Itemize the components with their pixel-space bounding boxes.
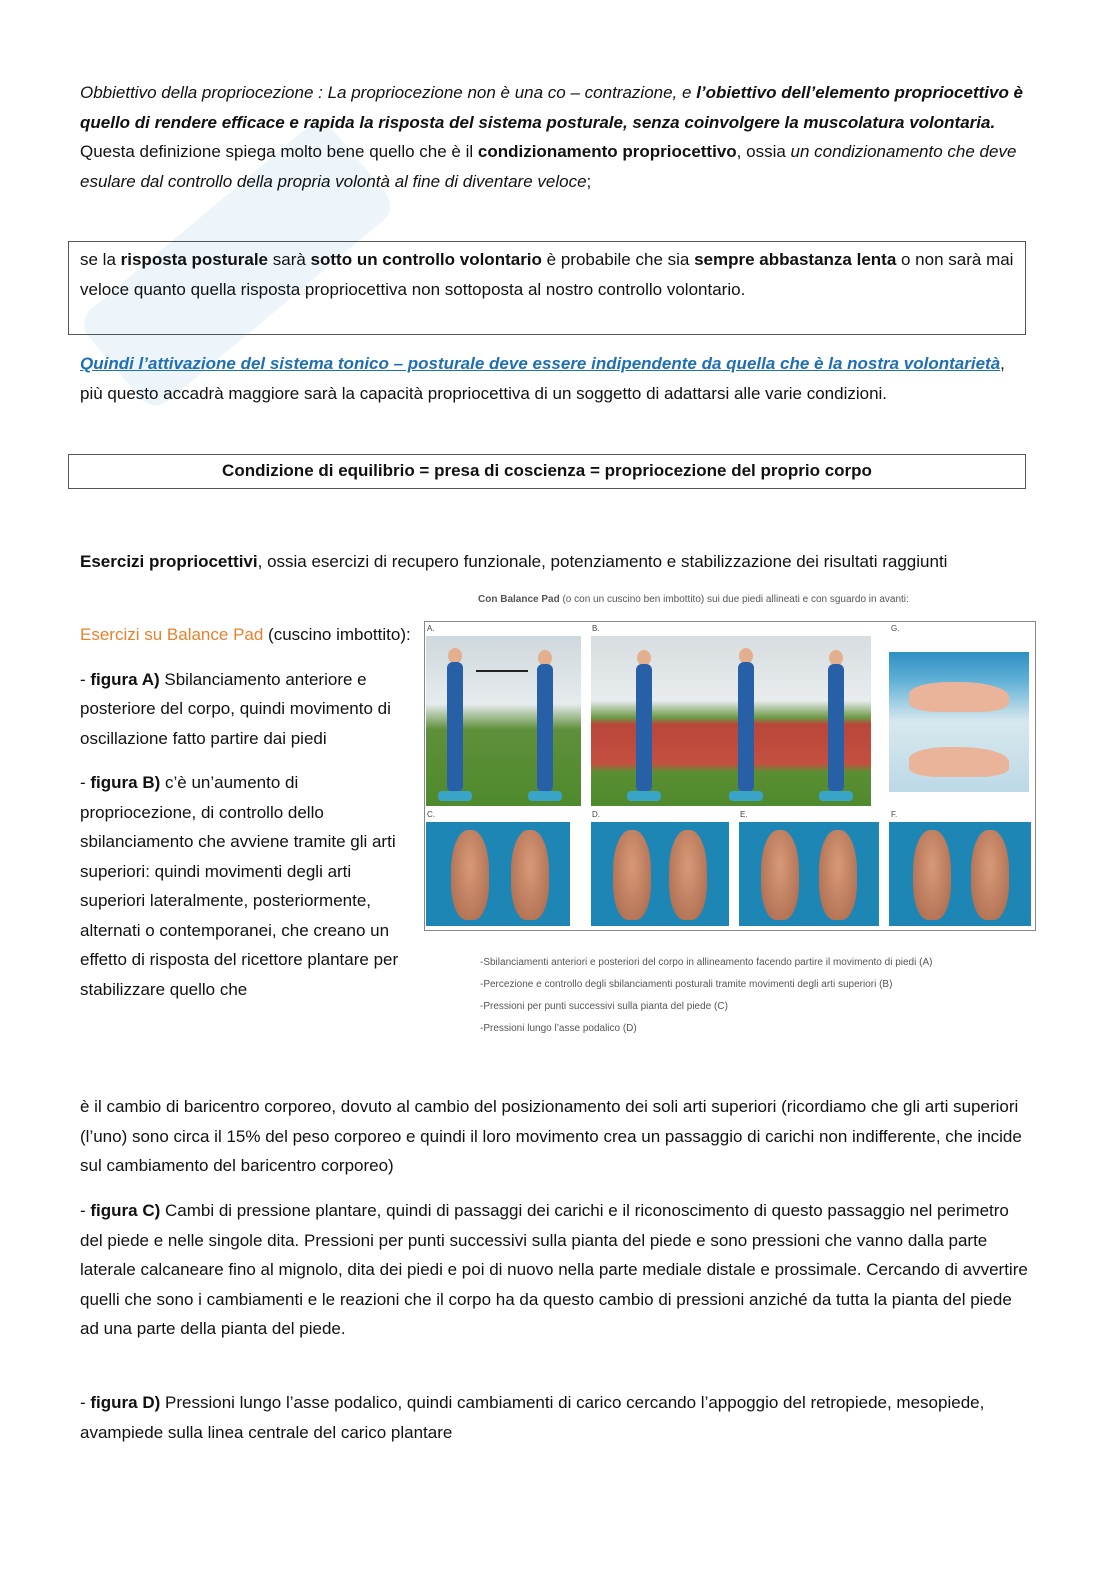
panel-c-image [426,822,570,926]
text: Questa definizione spiega molto bene quello che è il [80,142,478,161]
dash: - [80,1393,91,1412]
panel-g-image [889,652,1029,792]
text: , più questo accadrà maggiore sarà la capacità propriocettiva di un soggetto di adattarsi alle varie condizioni. [80,354,1005,403]
figure-c-paragraph [80,1196,1030,1344]
bold-term: condizionamento propriocettivo [477,142,737,161]
figure-d-text: Pressioni lungo l’asse podalico, quindi cambiamenti di carico cercando l’appoggio del retropiede, mesopiede, avampiede sulla linea centrale del carico plantare [80,1393,985,1442]
figure-d-label: figura D) [90,1393,161,1412]
exercise-figure [424,621,1036,931]
figure-b-continuation [80,1092,1030,1181]
figure-b-label: figura B) [90,773,161,792]
panel-label: B. [592,624,600,633]
bold-definition: l’obiettivo dell’elemento propriocettivo è quello di rendere efficace e rapida la risposta del sistema posturale, senza coinvolgere la muscolatura volontaria. [80,83,1024,132]
panel-f-image [889,822,1031,926]
activation-paragraph [80,349,1030,408]
figure-captions [480,956,1010,1044]
panel-e-image [739,822,879,926]
italic-term: Obbiettivo della propriocezione [80,83,314,102]
caption: -Sbilanciamenti anteriori e posteriori del corpo in allineamento facendo partire il movimento di piedi (A) [480,957,933,968]
text: o non sarà mai veloce quanto quella risposta propriocettiva non sottoposta al nostro controllo volontario. [80,250,1014,299]
panel-label: C. [427,810,435,819]
exercises-paragraph [80,547,1030,577]
figure-c-label: figura C) [90,1201,161,1220]
italic-text: : La propriocezione non è una co – contrazione, e [313,83,697,102]
text: se la [80,250,121,269]
figure-b-text: c’è un’aumento di propriocezione, di controllo dello sbilanciamento che avviene tramite gli arti superiori: quindi movimenti degli arti superiori lateralmente, posteriormente, alternati o contemporanei, che creano un effetto di risposta del ricettore plantare per stabilizzare quello che [80,773,399,999]
panel-label: F. [891,810,898,819]
dash: - [80,1201,91,1220]
bold-term: sotto un controllo volontario [310,250,542,269]
figure-title [478,593,909,607]
left-column [80,620,415,1004]
panel-label: E. [740,810,748,819]
boxed-note [68,241,1026,335]
panel-d-image [591,822,729,926]
bold-term: sempre abbastanza lenta [694,250,897,269]
equilibrium-box: Condizione di equilibrio = presa di coscienza = propriocezione del proprio corpo [68,454,1026,489]
panel-label: A. [427,624,435,633]
bold-term: risposta posturale [120,250,269,269]
panel-a-image [426,636,581,806]
figure-title-bold: Con Balance Pad [478,594,560,605]
dash: - [80,773,91,792]
text: , ossia [736,142,791,161]
italic-text: un condizionamento che deve esulare dal controllo della propria volontà al fine di diventare veloce [80,142,1017,191]
caption: -Pressioni lungo l’asse podalico (D) [480,1023,637,1034]
text: ; [586,171,592,191]
figure-b-text-continued: è il cambio di baricentro corporeo, dovuto al cambio del posizionamento dei soli arti superiori (ricordiamo che gli arti superiori (l’uno) sono circa il 15% del peso corporeo e quindi il loro movimento crea un passaggio di carichi non indifferente, che incide sul cambiamento del baricentro corporeo) [80,1097,1022,1175]
panel-b-image [591,636,871,806]
intro-paragraph [80,78,1030,196]
caption: -Percezione e controllo degli sbilanciamenti posturali tramite movimenti degli arti superiori (B) [480,979,893,990]
panel-label: D. [592,810,600,819]
dash: - [80,669,91,689]
caption: -Pressioni per punti successivi sulla pianta del piede (C) [480,1001,728,1012]
figure-d-paragraph [80,1388,1030,1447]
figure-a-text: Sbilanciamento anteriore e posteriore del corpo, quindi movimento di oscillazione fatto partire dai piedi [80,669,391,748]
text: sarà [268,250,311,269]
bold-term: Esercizi propriocettivi [80,552,258,571]
figure-c-text: Cambi di pressione plantare, quindi di passaggi dei carichi e il riconoscimento di questo passaggio nel perimetro del piede e nelle singole dita. Pressioni per punti successivi sulla pianta del piede e sono pressioni che vanno dalla parte laterale calcaneare fino al mignolo, dita dei piedi e poi di nuovo nella parte mediale distale e prossimale. Cercando di avvertire quelli che sono i cambiamenti e le reazioni che il corpo ha da questo cambio di pressioni anziché da tutta la pianta del piede ad una parte della pianta del piede. [80,1201,1028,1338]
text: (cuscino imbottito): [263,625,411,644]
text: , ossia esercizi di recupero funzionale, potenziamento e stabilizzazione dei risultati raggiunti [257,552,948,571]
panel-label: G. [891,624,900,633]
highlighted-link-text[interactable]: Quindi l’attivazione del sistema tonico – posturale deve essere indipendente da quella che è la nostra volontarietà [80,354,1001,373]
figure-title-text: (o con un cuscino ben imbottito) sui due piedi allineati e con sguardo in avanti: [559,594,909,605]
balance-pad-heading: Esercizi su Balance Pad [80,625,264,644]
figure-a-label: figura A) [90,669,160,689]
text: è probabile che sia [541,250,695,269]
